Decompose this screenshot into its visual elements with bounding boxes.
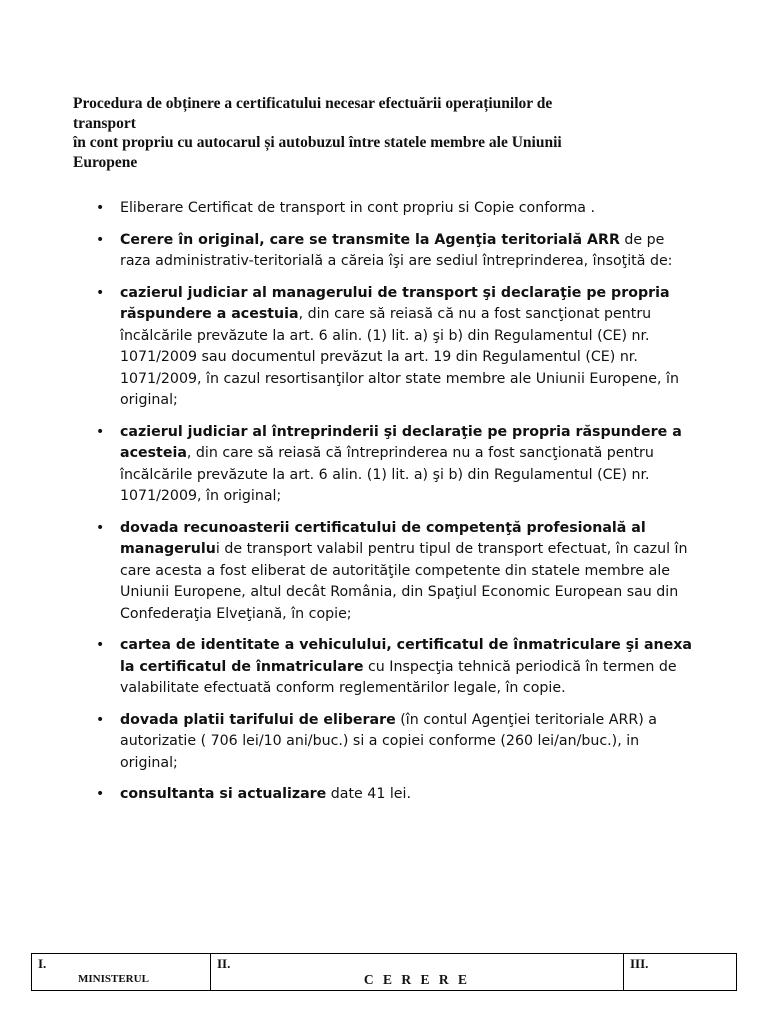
ministry-label: MINISTERUL [78,973,149,985]
footer-col1-number: I. [38,956,47,971]
item-text: cu Inspecţia tehnică periodică în termen de valabilitate efectuată conform reglementărilor legale, în copie. [120,658,677,696]
list-item [96,198,696,220]
list-item [96,635,696,700]
footer-col2-number: II. [217,956,231,971]
item-text: Eliberare Certificat de transport in cont propriu si Copie conforma . [120,200,596,216]
form-header-table [31,953,737,991]
bullet-icon: • [96,711,105,728]
bullet-icon: • [96,637,105,653]
item-bold-text: Cerere în original, care se transmite la Agenţia teritorială ARR [120,231,620,248]
title-line: în cont propriu cu autocarul și autobuzul între statele membre ale Uniunii [73,134,562,151]
list-item [96,422,696,508]
item-text: i de transport valabil pentru tipul de transport efectuat, în cazul în care acesta a fost eliberat de autorităţile competente din statele membre ale Uniunii Europene, altul decât România, din Spaţiul Economic European sau din Confederaţia Elveţiană, în copie; [120,541,688,622]
title-line: transport [73,114,136,132]
item-bold-text: dovada platii tarifului de eliberare [120,711,396,728]
bullet-icon: • [96,786,105,802]
request-label: C E R E R E [363,972,471,987]
item-text: (în contul Agenţiei teritoriale ARR) a autorizatie ( 706 lei/10 ani/buc.) si a copiei conforme (260 lei/an/buc.), in original; [120,711,657,771]
list-item [96,710,696,775]
bullet-icon: • [96,231,105,248]
bullet-icon: • [96,284,105,301]
item-bold-text: cartea de identitate a vehiculului, certificatul de înmatriculare şi anexa la certificatul de înmatriculare [120,637,692,675]
item-bold-text: cazierul judiciar al întreprinderii şi declaraţie pe propria răspundere a acesteia [120,423,682,461]
footer-cell-request [211,954,624,991]
bullet-icon: • [96,200,105,216]
bullet-icon: • [96,423,105,440]
bullet-icon: • [96,519,105,536]
list-item [96,230,696,273]
footer-cell-ministry [32,954,211,991]
list-item [96,784,696,806]
item-bold-text: cazierul judiciar al managerului de transport şi declaraţie pe propria răspundere a acestuia [120,284,670,322]
footer-col3-number: III. [630,956,649,971]
item-text: , din care să reiasă că întreprinderea nu a fost sancţionată pentru încălcările prevăzute la art. 6 alin. (1) lit. a) şi b) din Regulamentul (CE) nr. 1071/2009, în original; [120,445,654,504]
item-bold-text: consultanta si actualizare [120,786,327,802]
item-bold-text: dovada recunoasterii certificatului de competenţă profesională al managerulu [120,519,646,557]
requirements-list [96,198,696,816]
footer-cell-third [624,954,737,991]
item-text: , din care să reiasă că nu a fost sancţionat pentru încălcările prevăzute la art. 6 alin. (1) lit. a) şi b) din Regulamentul (CE) nr. 1071/2009 sau documentul prevăzut la art. 19 din Regulamentul (CE) nr. 1071/2009, în cazul resortisanţilor altor state membre ale Uniunii Europene, în original; [120,306,679,408]
list-item [96,283,696,412]
title-line: Europene [73,153,138,171]
title-line: Procedura de obținere a certificatului necesar efectuării operațiunilor de [73,95,553,112]
document-title [73,94,693,172]
item-text: de pe raza administrativ-teritorială a căreia îşi are sediul întreprinderea, însoţită de: [120,231,673,269]
list-item [96,518,696,626]
item-text: date 41 lei. [326,786,411,802]
